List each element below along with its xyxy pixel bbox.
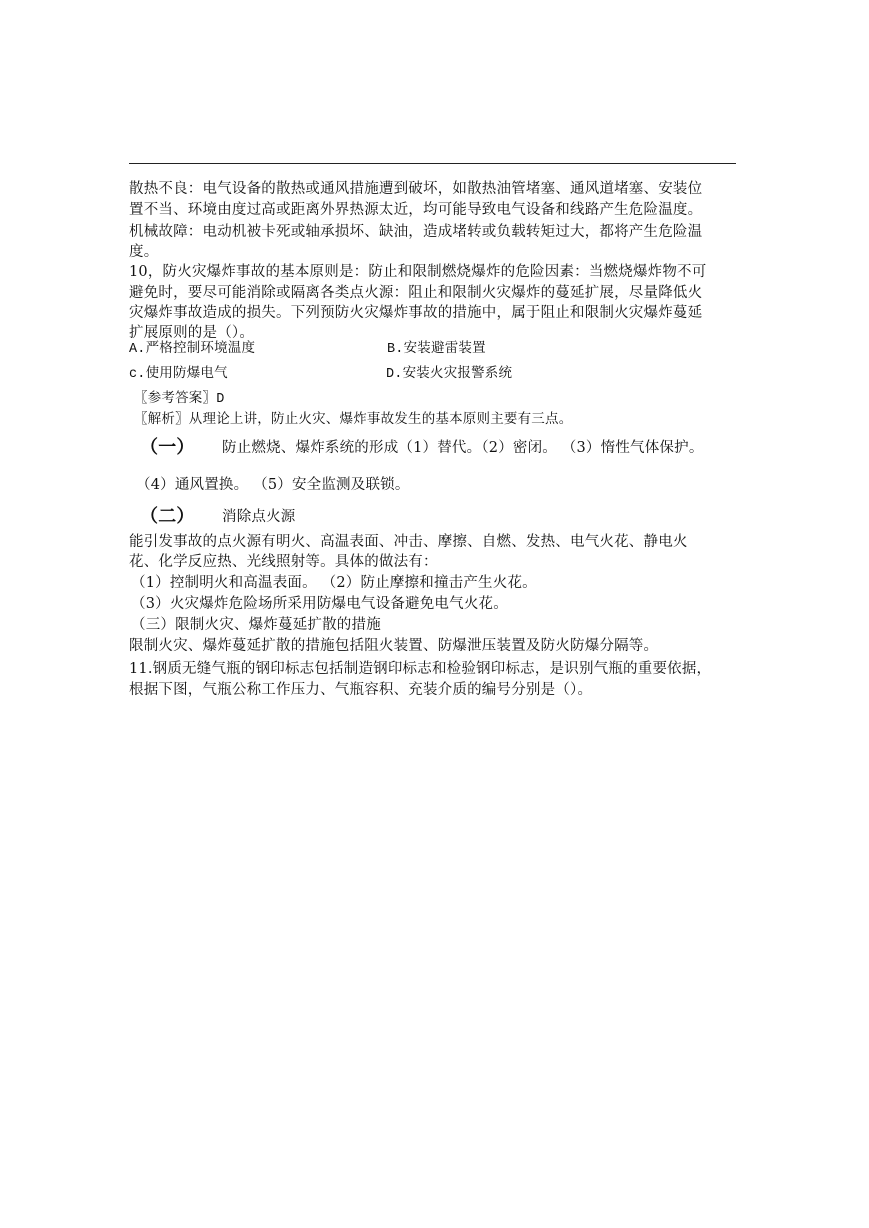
question-10-line: 灾爆炸事故造成的损失。下列预防火灾爆炸事故的措施中，属于阻止和限制火灾爆炸蔓延 [129, 305, 703, 321]
question-11-line: 11.钢质无缝气瓶的钢印标志包括制造钢印标志和检验钢印标志，是识别气瓶的重要依据， [129, 661, 712, 677]
reference-answer: 〖参考答案〗D [134, 392, 225, 407]
section-1-text: 防止燃烧、爆炸系统的形成（1）替代。（2）密闭。 （3）惰性气体保护。 [222, 440, 704, 456]
ignition-line: 花、化学反应热、光线照射等。具体的做法有： [129, 554, 438, 570]
limit-measures-line: 限制火灾、爆炸蔓延扩散的措施包括阻火装置、防爆泄压装置及防火防爆分隔等。 [129, 638, 659, 654]
section-3-heading: （三）限制火灾、爆炸蔓延扩散的措施 [131, 617, 381, 633]
header-rule [129, 163, 736, 164]
question-11-line: 根据下图，气瓶公称工作压力、气瓶容积、充装介质的编号分别是（）。 [129, 682, 593, 698]
text-line: 散热不良：电气设备的散热或通风措施遭到破坏，如散热油管堵塞、通风道堵塞、安装位 [129, 181, 703, 197]
text-line: 机械故障：电动机被卡死或轴承损坏、缺油，造成堵转或负载转矩过大，都将产生危险温 [129, 224, 703, 240]
section-1-continuation: （4）通风置换。 （5）安全监测及联锁。 [136, 477, 410, 493]
text-line: 置不当、环境由度过高或距离外界热源太近，均可能导致电气设备和线路产生危险温度。 [129, 202, 703, 218]
section-2-text: 消除点火源 [222, 509, 296, 525]
ignition-line: 能引发事故的点火源有明火、高温表面、冲击、摩擦、自燃、发热、电气火花、静电火 [129, 534, 688, 550]
option-d: D.安装火灾报警系统 [386, 367, 513, 382]
option-a: A.严格控制环境温度 [129, 342, 256, 357]
measure-line: （1）控制明火和高温表面。 （2）防止摩擦和撞击产生火花。 [131, 575, 537, 591]
question-10-line: 扩展原则的是（）。 [129, 325, 255, 341]
section-marker-2: （二） [140, 506, 195, 527]
section-marker-1: （一） [140, 437, 195, 458]
text-line: 度。 [129, 244, 159, 260]
analysis-intro: 〖解析〗从理论上讲，防止火灾、爆炸事故发生的基本原则主要有三点。 [134, 413, 573, 428]
question-10-line: 避免时，要尽可能消除或隔离各类点火源：阻止和限制火灾爆炸的蔓延扩展，尽量降低火 [129, 285, 703, 301]
option-c: c.使用防爆电气 [129, 367, 228, 382]
measure-line: （3）火灾爆炸危险场所采用防爆电气设备避免电气火花。 [131, 596, 508, 612]
option-b: B.安装避雷装置 [387, 342, 486, 357]
question-10-line: 10，防火灾爆炸事故的基本原则是：防止和限制燃烧爆炸的危险因素：当燃烧爆炸物不可 [129, 264, 707, 280]
